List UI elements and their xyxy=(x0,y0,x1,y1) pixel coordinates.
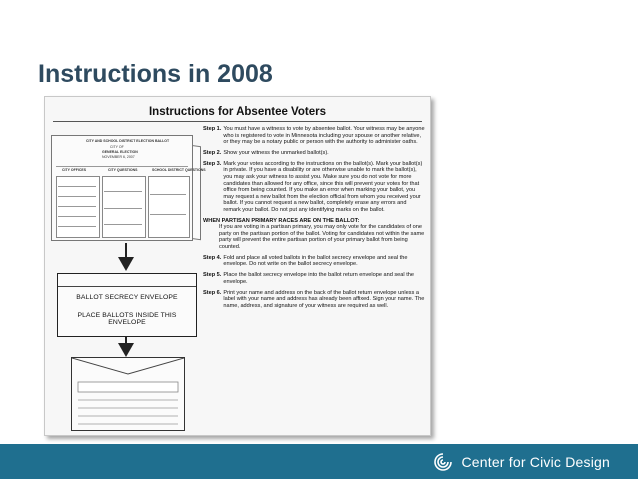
primary-text: If you are voting in a partisan primary, you may only vote for the candidates of one party on the partisan portion of the ballot. Voting for candidates not within the same party will prevent the entire partisan portion of your primary ballot from being counted. xyxy=(219,224,425,251)
step-text: You must have a witness to vote by absentee ballot. Your witness may be anyone who is registered to vote in Minnesota including your spouse or another relative, or they may be a notary public or person with the authority to administer oaths. xyxy=(223,126,425,146)
step-number: Step 2. xyxy=(203,149,222,156)
step-number: Step 1. xyxy=(203,126,222,132)
ballot-col-school-questions: SCHOOL DISTRICT QUESTIONS xyxy=(152,168,206,172)
ballot-line xyxy=(104,191,142,192)
primary-heading: WHEN PARTISAN PRIMARY RACES ARE ON THE BALLOT: xyxy=(203,217,360,224)
envelope-flap xyxy=(58,274,196,287)
instruction-steps xyxy=(203,126,425,314)
instructions-document-image xyxy=(44,96,431,436)
step-number: Step 5. xyxy=(203,272,222,279)
ballot-line xyxy=(58,196,96,197)
step-text: Show your witness the unmarked ballot(s). xyxy=(223,149,329,156)
ballot-line xyxy=(150,214,186,215)
envelope-flap-lines xyxy=(72,358,184,430)
step-1 xyxy=(203,126,425,146)
return-envelope xyxy=(71,357,185,431)
step-text: Print your name and address on the back of the ballot return envelope unless a label with your name and address has already been affixed. Sign your name. The name, address, and signature of your witness are required as well. xyxy=(223,289,425,309)
ballot-line xyxy=(104,208,142,209)
ballot-column-3 xyxy=(148,176,190,238)
title-rule xyxy=(53,121,422,122)
step-number: Step 4. xyxy=(203,254,222,261)
envelope-label-2: PLACE BALLOTS INSIDE THIS ENVELOPE xyxy=(77,312,177,326)
arrow-down-icon xyxy=(118,257,134,271)
envelope-label-1: BALLOT SECRECY ENVELOPE xyxy=(76,294,178,301)
ballot-line xyxy=(150,194,186,195)
slide-title: Instructions in 2008 xyxy=(38,60,273,88)
step-number: Step 3. xyxy=(203,160,222,167)
ballot-illustration xyxy=(49,123,206,241)
ballot-election: GENERAL ELECTION xyxy=(102,150,138,154)
secrecy-envelope xyxy=(57,273,197,337)
brand-logo xyxy=(433,452,610,472)
arrow-down-icon xyxy=(118,343,134,357)
civic-design-logo-icon xyxy=(433,452,453,472)
step-3 xyxy=(203,161,425,214)
document-title: Instructions for Absentee Voters xyxy=(148,106,326,118)
step-6 xyxy=(203,290,425,310)
step-text: Place the ballot secrecy envelope into the ballot return envelope and seal the envelope. xyxy=(223,272,414,285)
ballot-date: NOVEMBER 6, 2007 xyxy=(102,155,135,159)
step-5 xyxy=(203,272,425,285)
ballot-line xyxy=(58,186,96,187)
ballot-line xyxy=(104,224,142,225)
ballot-header: CITY AND SCHOOL DISTRICT ELECTION BALLOT xyxy=(86,139,170,143)
ballot-line xyxy=(58,216,96,217)
ballot-col-city-questions: CITY QUESTIONS xyxy=(108,168,138,172)
step-2 xyxy=(203,150,425,157)
ballot-sheet-front xyxy=(51,135,206,241)
ballot-col-city-offices: CITY OFFICES xyxy=(62,168,87,172)
step-4 xyxy=(203,255,425,268)
step-number: Step 6. xyxy=(203,289,222,296)
ballot-column-2 xyxy=(102,176,146,238)
step-text: Fold and place all voted ballots in the ballot secrecy envelope and seal the envelope. Do not write on the ballot secrecy envelope. xyxy=(223,254,408,268)
brand-name: Center for Civic Design xyxy=(461,454,610,470)
ballot-line xyxy=(58,206,96,207)
ballot-rule xyxy=(56,166,188,167)
ballot-city: CITY OF xyxy=(110,145,124,149)
ballot-line xyxy=(58,226,96,227)
step-text: Mark your votes according to the instructions on the ballot(s). Mark your ballot(s) in private. If you have a disability or are otherwise unable to mark the ballot(s), you may ask your witness to assist you. Make sure you do not vote for more candidates than allowed for any office, since this will prevent your votes for that office from being counted. If you make an error when marking your ballot, you may request a new ballot from the election official from whom you received your ballot. If you cannot request a new ballot, completely erase any errors and remark your ballot. Do not put any identifying marks on the ballot. xyxy=(223,160,423,213)
